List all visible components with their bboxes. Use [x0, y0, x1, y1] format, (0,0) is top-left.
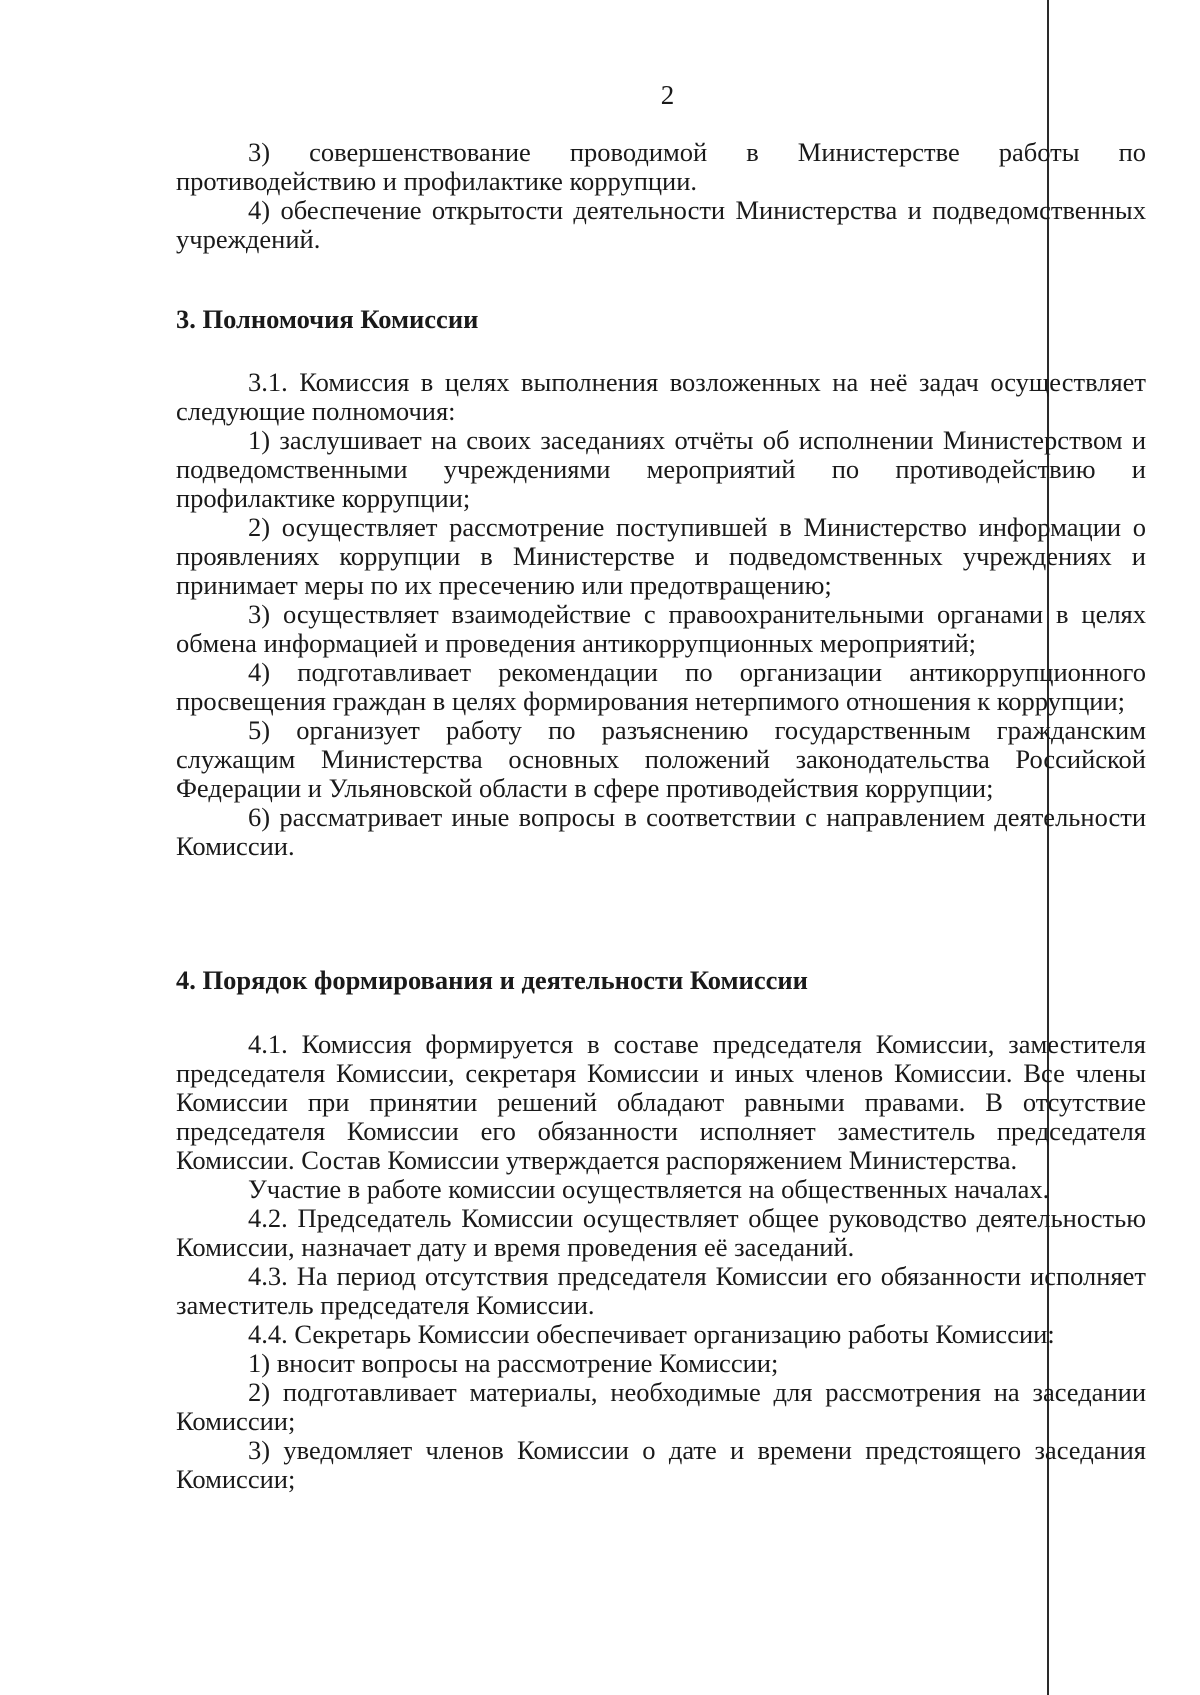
- section-3-body: [176, 368, 1146, 861]
- section-4-paragraph: 4.2. Председатель Комиссии осуществляет общее руководство деятельностью Комиссии, назначает дату и время проведения её заседаний.: [176, 1203, 1146, 1262]
- section-4-list-item: 1) вносит вопросы на рассмотрение Комиссии;: [248, 1348, 779, 1378]
- section-3-item: 2) осуществляет рассмотрение поступившей в Министерство информации о проявлениях коррупции в Министерстве и подведомственных учреждениях и принимает меры по их пресечению или предотвращению;: [176, 512, 1146, 600]
- section-4-list-item: 2) подготавливает материалы, необходимые для рассмотрения на заседании Комиссии;: [176, 1377, 1146, 1436]
- section-4-paragraph: 4.4. Секретарь Комиссии обеспечивает организацию работы Комиссии:: [248, 1319, 1055, 1349]
- section-3-item: 1) заслушивает на своих заседаниях отчёты об исполнении Министерством и подведомственными учреждениями мероприятий по противодействию и профилактике коррупции;: [176, 425, 1146, 513]
- section-3-item: 6) рассматривает иные вопросы в соответствии с направлением деятельности Комиссии.: [176, 802, 1146, 861]
- tasks-continued: [176, 138, 1146, 254]
- section-3: [176, 305, 1146, 334]
- section-4-paragraph: 4.1. Комиссия формируется в составе председателя Комиссии, заместителя председателя Комиссии, секретаря Комиссии и иных членов Комиссии. Все члены Комиссии при принятии решений обладают равными правами. В отсутствие председателя Комиссии его обязанности исполняет заместитель председателя Комиссии. Состав Комиссии утверждается распоряжением Министерства.: [176, 1029, 1146, 1175]
- section-4-paragraph: Участие в работе комиссии осуществляется на общественных началах.: [248, 1174, 1050, 1204]
- section-3-item: 4) подготавливает рекомендации по организации антикоррупционного просвещения граждан в целях формирования нетерпимого отношения к коррупции;: [176, 657, 1146, 716]
- section-4-title: 4. Порядок формирования и деятельности Комиссии: [176, 965, 808, 995]
- section-4: [176, 966, 1146, 995]
- section-4-body: [176, 1030, 1146, 1494]
- task-item: 3) совершенствование проводимой в Министерстве работы по противодействию и профилактике коррупции.: [176, 137, 1146, 196]
- section-3-intro: 3.1. Комиссия в целях выполнения возложенных на неё задач осуществляет следующие полномочия:: [176, 367, 1146, 426]
- section-3-title: 3. Полномочия Комиссии: [176, 304, 479, 334]
- section-4-paragraph: 4.3. На период отсутствия председателя Комиссии его обязанности исполняет заместитель председателя Комиссии.: [176, 1261, 1146, 1320]
- page-number: 2: [660, 80, 675, 110]
- section-4-list-item: 3) уведомляет членов Комиссии о дате и времени предстоящего заседания Комиссии;: [176, 1435, 1146, 1494]
- section-3-item: 5) организует работу по разъяснению государственным гражданским служащим Министерства основных положений законодательства Российской Федерации и Ульяновской области в сфере противодействия коррупции;: [176, 715, 1146, 803]
- section-3-item: 3) осуществляет взаимодействие с правоохранительными органами в целях обмена информацией и проведения антикоррупционных мероприятий;: [176, 599, 1146, 658]
- task-item: 4) обеспечение открытости деятельности Министерства и подведомственных учреждений.: [176, 195, 1146, 254]
